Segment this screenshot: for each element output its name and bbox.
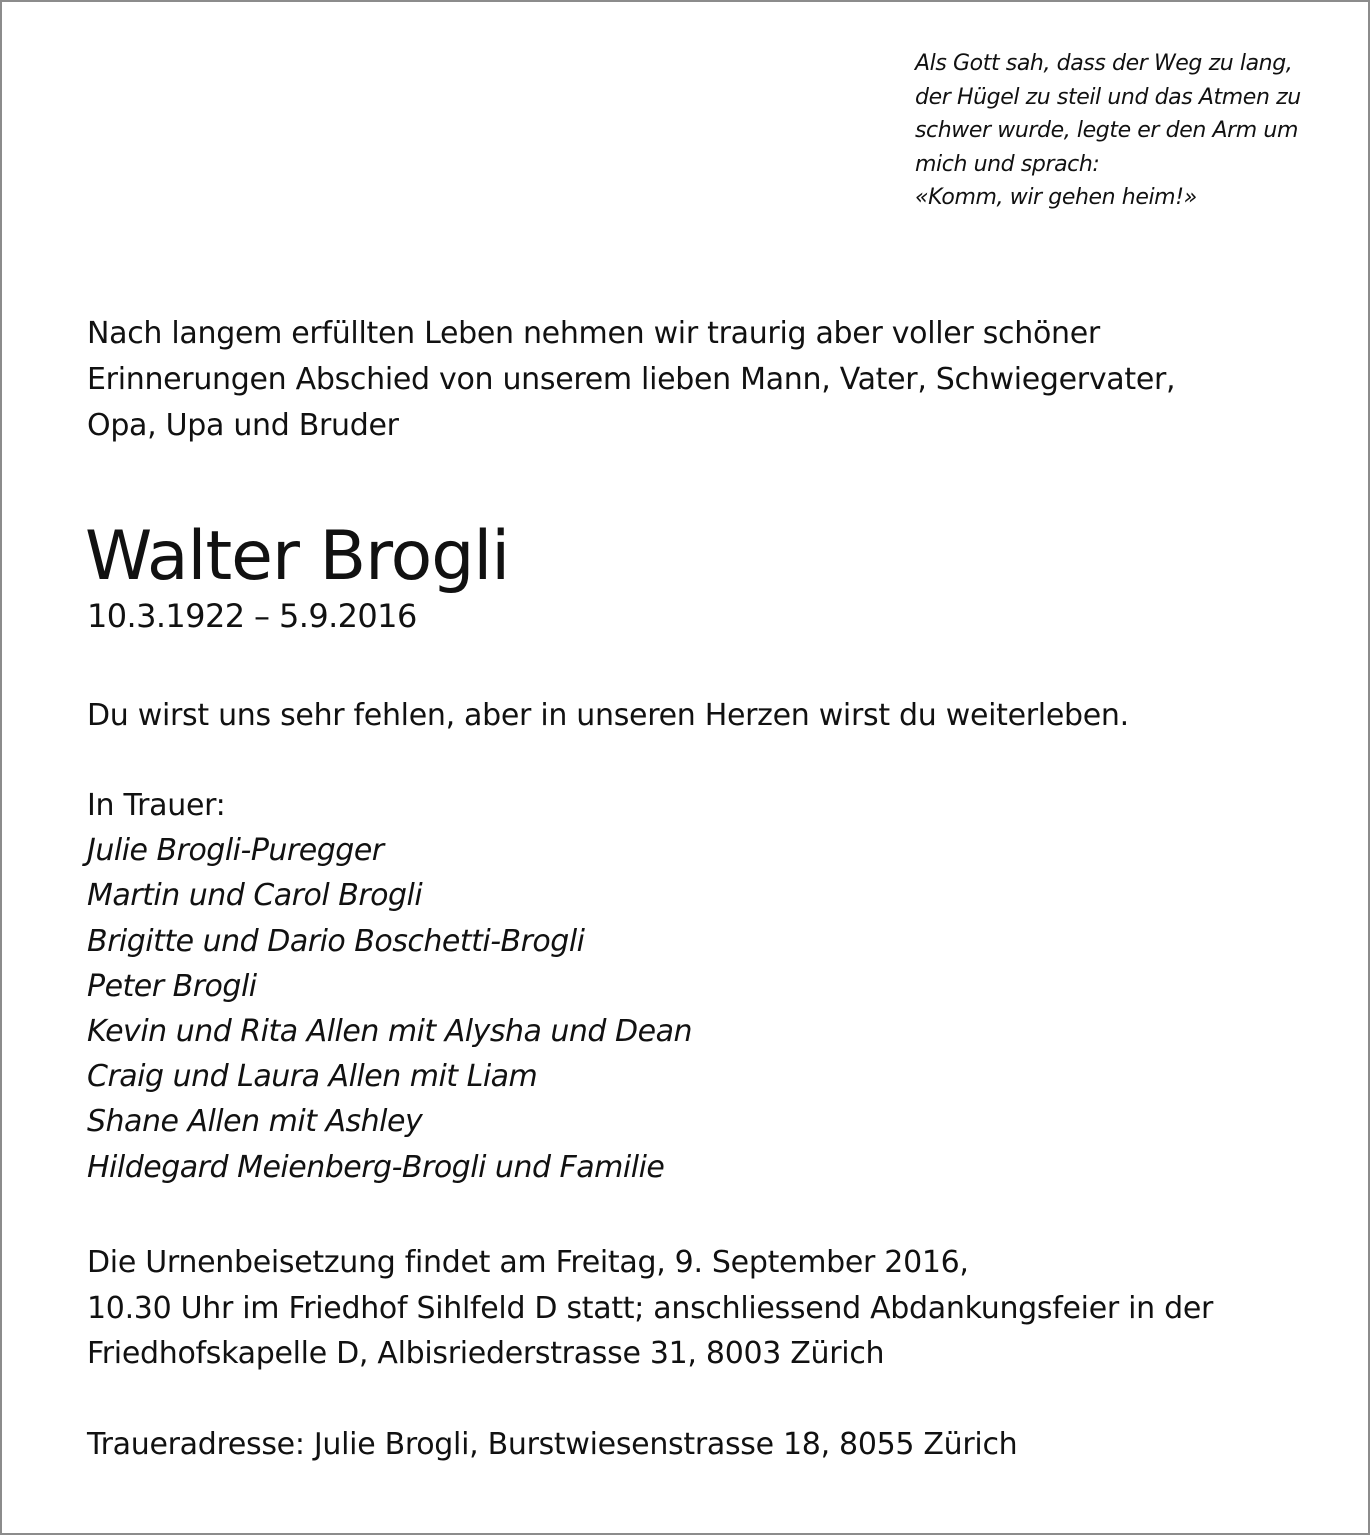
deceased-name: Walter Brogli xyxy=(85,517,510,596)
motto-line: schwer wurde, legte er den Arm um xyxy=(915,118,1299,143)
motto-line: der Hügel zu steil und das Atmen zu xyxy=(915,84,1301,110)
mourner-name: Shane Allen mit Ashley xyxy=(87,1104,423,1140)
ceremony-details xyxy=(87,1240,1287,1377)
intro-line: Nach langem erfüllten Leben nehmen wir traurig aber voller schöner xyxy=(87,316,1100,351)
intro-paragraph xyxy=(87,311,1287,449)
ceremony-line: 10.30 Uhr im Friedhof Sihlfeld D statt; anschliessend Abdankungsfeier in der xyxy=(87,1290,1214,1326)
mourners-heading: In Trauer: xyxy=(87,788,226,823)
mourner-name: Julie Brogli-Puregger xyxy=(87,833,384,869)
farewell-quote: Du wirst uns sehr fehlen, aber in unseren Herzen wirst du weiterleben. xyxy=(87,698,1129,733)
motto-line: «Komm, wir gehen heim!» xyxy=(915,185,1197,210)
mourning-address: Traueradresse: Julie Brogli, Burstwiesenstrasse 18, 8055 Zürich xyxy=(87,1427,1018,1462)
motto-poem xyxy=(915,47,1335,215)
mourner-name: Craig und Laura Allen mit Liam xyxy=(87,1059,538,1095)
mourner-name: Martin und Carol Brogli xyxy=(87,878,423,914)
ceremony-line: Friedhofskapelle D, Albisriederstrasse 31, 8003 Zürich xyxy=(87,1336,885,1371)
motto-line: mich und sprach: xyxy=(915,151,1100,177)
mourner-name: Peter Brogli xyxy=(87,968,257,1004)
mourner-name: Brigitte und Dario Boschetti-Brogli xyxy=(87,923,585,959)
mourners-section xyxy=(87,783,1287,1190)
intro-line: Erinnerungen Abschied von unserem lieben Mann, Vater, Schwiegervater, xyxy=(87,362,1176,397)
motto-line: Als Gott sah, dass der Weg zu lang, xyxy=(915,51,1293,76)
ceremony-line: Die Urnenbeisetzung findet am Freitag, 9. September 2016, xyxy=(87,1245,969,1280)
mourner-name: Hildegard Meienberg-Brogli und Familie xyxy=(87,1149,665,1185)
intro-line: Opa, Upa und Bruder xyxy=(87,408,399,443)
life-dates: 10.3.1922 – 5.9.2016 xyxy=(87,597,417,635)
mourner-name: Kevin und Rita Allen mit Alysha und Dean xyxy=(87,1014,692,1050)
